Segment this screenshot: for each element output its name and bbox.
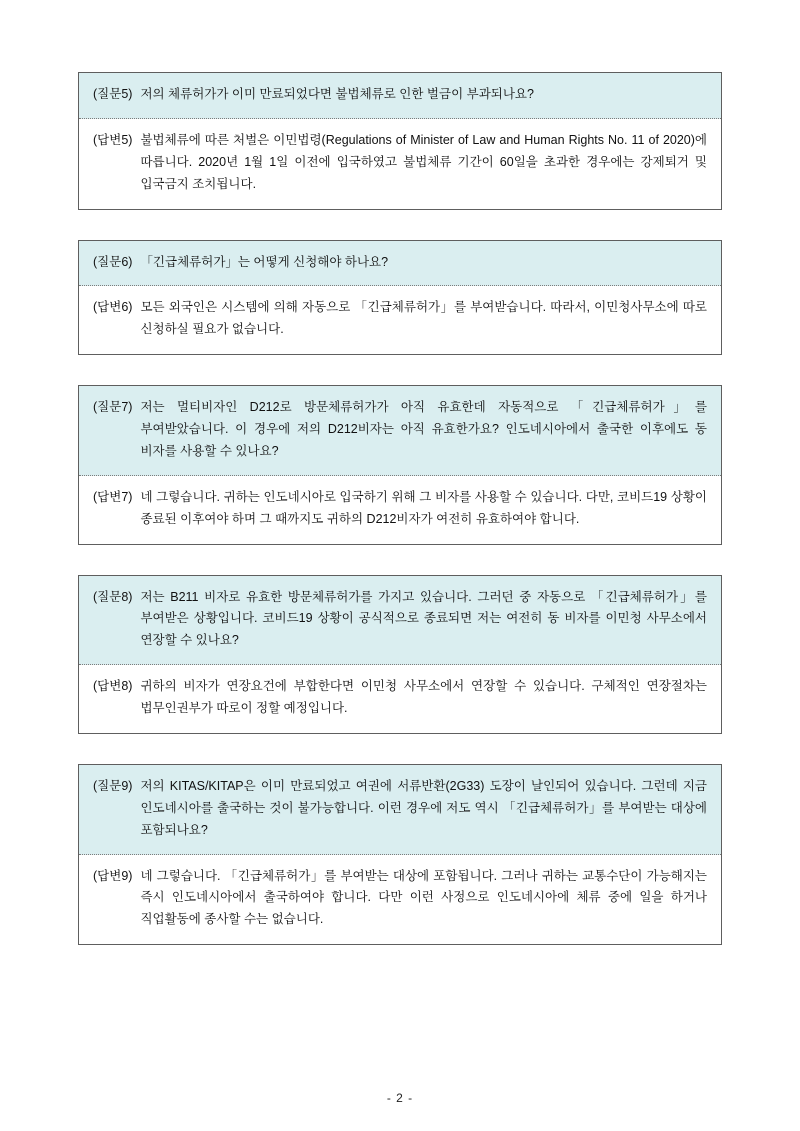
answer-row xyxy=(79,476,721,544)
question-row xyxy=(79,241,721,287)
answer-text: 불법체류에 따른 처벌은 이민법령(Regulations of Minister of Law and Human Rights No. 11 of 2020)에 따릅니다. 2020년 1월 1일 이전에 입국하였고 불법체류 기간이 60일을 초과한 경우에는 강제퇴거 및 입국금지 조치됩니다. xyxy=(140,132,707,191)
qa-block xyxy=(78,575,722,734)
answer-row xyxy=(79,119,721,209)
answer-text: 네 그렇습니다. 귀하는 인도네시아로 입국하기 위해 그 비자를 사용할 수 있습니다. 다만, 코비드19 상황이 종료된 이후여야 하며 그 때까지도 귀하의 D212비자가 여전히 유효하여야 합니다. xyxy=(140,489,707,526)
question-text: 저의 KITAS/KITAP은 이미 만료되었고 여권에 서류반환(2G33) 도장이 날인되어 있습니다. 그런데 지금 인도네시아를 출국하는 것이 불가능합니다. 이런 경우에 저도 역시 「긴급체류허가」를 부여받는 대상에 포함되나요? xyxy=(140,778,707,837)
answer-row xyxy=(79,286,721,354)
answer-tag: (답변5) xyxy=(93,132,133,147)
question-text: 저는 멀티비자인 D212로 방문체류허가가 아직 유효한데 자동적으로 「긴급체류허가」를 부여받았습니다. 이 경우에 저의 D212비자는 아직 유효한가요? 인도네시아에서 출국한 이후에도 동 비자를 사용할 수 있나요? xyxy=(140,400,707,458)
question-tag: (질문5) xyxy=(93,87,133,101)
qa-block xyxy=(78,385,722,544)
answer-text: 네 그렇습니다. 「긴급체류허가」를 부여받는 대상에 포함됩니다. 그러나 귀하는 교통수단이 가능해지는 즉시 인도네시아에서 출국하여야 합니다. 다만 이런 사정으로 인도네시아에 체류 중에 일을 하거나 직업활동에 종사할 수는 없습니다. xyxy=(140,868,707,927)
qa-block xyxy=(78,764,722,945)
answer-tag: (답변7) xyxy=(93,489,133,504)
answer-tag: (답변9) xyxy=(93,868,133,883)
answer-tag: (답변8) xyxy=(93,679,133,694)
question-text: 저는 B211 비자로 유효한 방문체류허가를 가지고 있습니다. 그러던 중 자동으로 「긴급체류허가」를 부여받은 상황입니다. 코비드19 상황이 공식적으로 종료되면 저는 여전히 동 비자를 이민청 사무소에서 연장할 수 있나요? xyxy=(140,589,707,648)
qa-block xyxy=(78,72,722,210)
answer-row xyxy=(79,665,721,733)
question-tag: (질문8) xyxy=(93,589,133,604)
question-text: 「긴급체류허가」는 어떻게 신청해야 하나요? xyxy=(140,254,389,269)
answer-text: 귀하의 비자가 연장요건에 부합한다면 이민청 사무소에서 연장할 수 있습니다. 구체적인 연장절차는 법무인권부가 따로이 정할 예정입니다. xyxy=(140,679,707,715)
question-tag: (질문7) xyxy=(93,400,133,415)
question-row xyxy=(79,386,721,476)
question-row xyxy=(79,73,721,119)
question-row xyxy=(79,765,721,855)
page-number: - 2 - xyxy=(386,1091,414,1105)
qa-block xyxy=(78,240,722,356)
question-tag: (질문6) xyxy=(93,254,133,269)
question-text: 저의 체류허가가 이미 만료되었다면 불법체류로 인한 벌금이 부과되나요? xyxy=(140,87,534,101)
answer-row xyxy=(79,855,721,945)
answer-tag: (답변6) xyxy=(93,300,133,315)
question-tag: (질문9) xyxy=(93,778,133,793)
answer-text: 모든 외국인은 시스템에 의해 자동으로 「긴급체류허가」를 부여받습니다. 따라서, 이민청사무소에 따로 신청하실 필요가 없습니다. xyxy=(140,300,707,337)
question-row xyxy=(79,576,721,666)
